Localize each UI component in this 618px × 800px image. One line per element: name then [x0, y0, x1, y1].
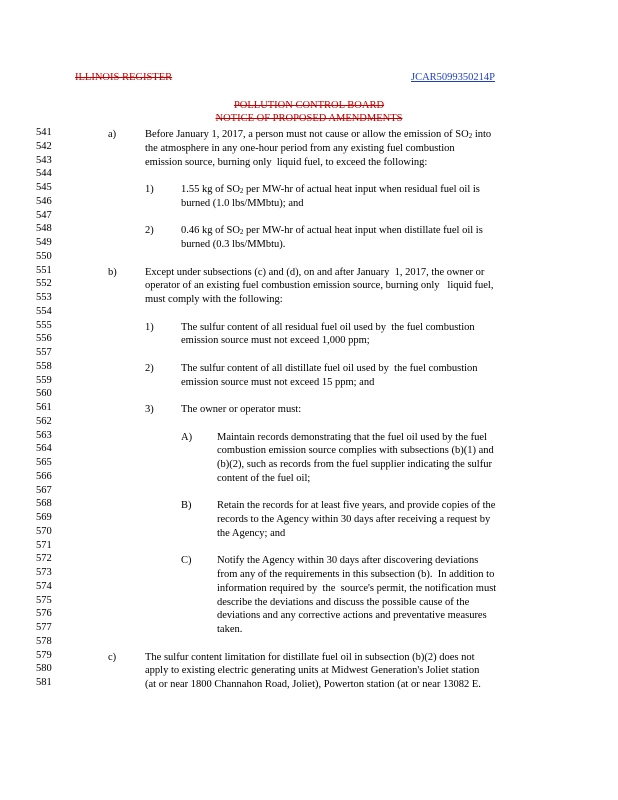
- line-number: 544: [36, 168, 52, 180]
- paragraph-line: taken.: [217, 624, 243, 635]
- paragraph-line: describe the deviations and discuss the possible cause of the: [217, 596, 470, 608]
- line-number: 541: [36, 127, 52, 138]
- line-number: 545: [36, 182, 52, 193]
- paragraph-line: The owner or operator must:: [181, 404, 302, 415]
- line-number: 542: [36, 140, 52, 152]
- line-number: 554: [36, 305, 52, 317]
- paragraph-line: burned (1.0 lbs/MMbtu); and: [181, 197, 304, 209]
- line-number: 556: [36, 333, 52, 345]
- line-number: 565: [36, 457, 52, 468]
- paragraph-line: from any of the requirements in this subsection (b). In addition to: [217, 569, 495, 580]
- line-number: 551: [36, 264, 52, 276]
- line-number: 548: [36, 223, 52, 235]
- paragraph-line: emission source, burning only liquid fuel, to exceed the following:: [145, 156, 428, 168]
- line-number: 566: [36, 470, 52, 482]
- line-number: 579: [36, 649, 52, 661]
- paragraph-line: 0.46 kg of $SO_2$ per MW-hr of actual heat input when distillate fuel oil is: [181, 225, 483, 237]
- line-number: 576: [36, 608, 52, 620]
- line-number: 569: [36, 512, 52, 523]
- line-number: 543: [36, 154, 52, 166]
- line-number: 557: [36, 347, 52, 358]
- paragraph-marker: B): [181, 500, 192, 512]
- paragraph-marker: 1): [145, 184, 154, 195]
- line-number: 549: [36, 237, 52, 248]
- line-number: 559: [36, 374, 52, 386]
- line-number: 580: [36, 663, 52, 675]
- line-number: 575: [36, 594, 52, 606]
- paragraph-line: records to the Agency within 30 days after receiving a request by: [217, 514, 491, 525]
- line-number: 560: [36, 388, 52, 400]
- paragraph-line: The sulfur content limitation for distillate fuel oil in subsection (b)(2) does not: [145, 651, 475, 663]
- line-number: 547: [36, 209, 52, 221]
- paragraph-marker: 1): [145, 321, 154, 333]
- paragraph-marker: 2): [145, 362, 154, 374]
- line-number: 553: [36, 292, 52, 303]
- paragraph-marker: 2): [145, 225, 154, 237]
- paragraph-line: emission source must not exceed 1,000 ppm;: [181, 335, 370, 347]
- paragraph-line: Before January 1, 2017, a person must not cause or allow the emission of $SO_2$ into: [145, 129, 492, 140]
- paragraph-marker: b): [108, 266, 117, 278]
- paragraph-line: 1.55 kg of $SO_2$ per MW-hr of actual heat input when residual fuel oil is: [181, 184, 480, 195]
- line-number: 574: [36, 580, 52, 592]
- paragraph-line: The sulfur content of all distillate fuel oil used by the fuel combustion: [181, 362, 478, 374]
- line-number: 581: [36, 677, 52, 688]
- line-number: 555: [36, 319, 52, 331]
- line-number: 546: [36, 195, 52, 207]
- paragraph-line: Except under subsections (c) and (d), on and after January 1, 2017, the owner or: [145, 266, 485, 278]
- line-number: 561: [36, 402, 52, 413]
- line-number: 562: [36, 415, 52, 427]
- paragraph-line: combustion emission source complies with subsections (b)(1) and: [217, 445, 494, 457]
- paragraph-marker: A): [181, 431, 193, 443]
- paragraph-line: must comply with the following:: [145, 294, 283, 305]
- paragraph-line: Retain the records for at least five years, and provide copies of the: [217, 500, 496, 512]
- board-title: POLLUTION CONTROL BOARD: [233, 100, 385, 111]
- paragraph-line: emission source must not exceed 15 ppm; and: [181, 376, 375, 388]
- line-number: 577: [36, 622, 52, 633]
- paragraph-line: the atmosphere in any one-hour period from any existing fuel combustion: [145, 142, 455, 154]
- line-number: 572: [36, 553, 52, 565]
- line-number: 568: [36, 498, 52, 510]
- notice-title: NOTICE OF PROPOSED AMENDMENTS: [215, 113, 403, 124]
- paragraph-line: information required by the source's permit, the notification must: [217, 582, 497, 594]
- line-number: 563: [36, 429, 52, 441]
- register-header: ILLINOIS REGISTER: [75, 72, 173, 83]
- paragraph-line: apply to existing electric generating units at Midwest Generation's Joliet station: [145, 665, 480, 677]
- jcar-code-link[interactable]: JCAR5099350214P: [411, 72, 496, 83]
- paragraph-marker: a): [108, 129, 117, 140]
- line-number: 578: [36, 635, 52, 647]
- paragraph-line: the Agency; and: [217, 527, 286, 539]
- line-number: 573: [36, 567, 52, 578]
- paragraph-line: deviations and any corrective actions and preventative measures: [217, 610, 487, 622]
- line-number: 550: [36, 250, 52, 262]
- paragraph-line: burned (0.3 lbs/MMbtu).: [181, 239, 286, 250]
- paragraph-line: operator of an existing fuel combustion emission source, burning only liquid fuel,: [145, 280, 494, 292]
- paragraph-line: The sulfur content of all residual fuel oil used by the fuel combustion: [181, 321, 475, 333]
- paragraph-line: Maintain records demonstrating that the fuel oil used by the fuel: [217, 431, 488, 443]
- paragraph-marker: 3): [145, 404, 154, 415]
- paragraph-line: content of the fuel oil;: [217, 472, 311, 484]
- line-number: 564: [36, 443, 52, 455]
- line-number: 552: [36, 278, 52, 290]
- paragraph-line: Notify the Agency within 30 days after discovering deviations: [217, 555, 479, 567]
- paragraph-marker: C): [181, 555, 192, 567]
- paragraph-line: (b)(2), such as records from the fuel supplier indicating the sulfur: [217, 459, 492, 470]
- line-number: 558: [36, 360, 52, 372]
- line-number: 567: [36, 484, 52, 496]
- paragraph-line: (at or near 1800 Channahon Road, Joliet), Powerton station (at or near 13082 E.: [145, 679, 481, 690]
- line-number: 570: [36, 525, 52, 537]
- line-number: 571: [36, 539, 52, 551]
- paragraph-marker: c): [108, 651, 117, 663]
